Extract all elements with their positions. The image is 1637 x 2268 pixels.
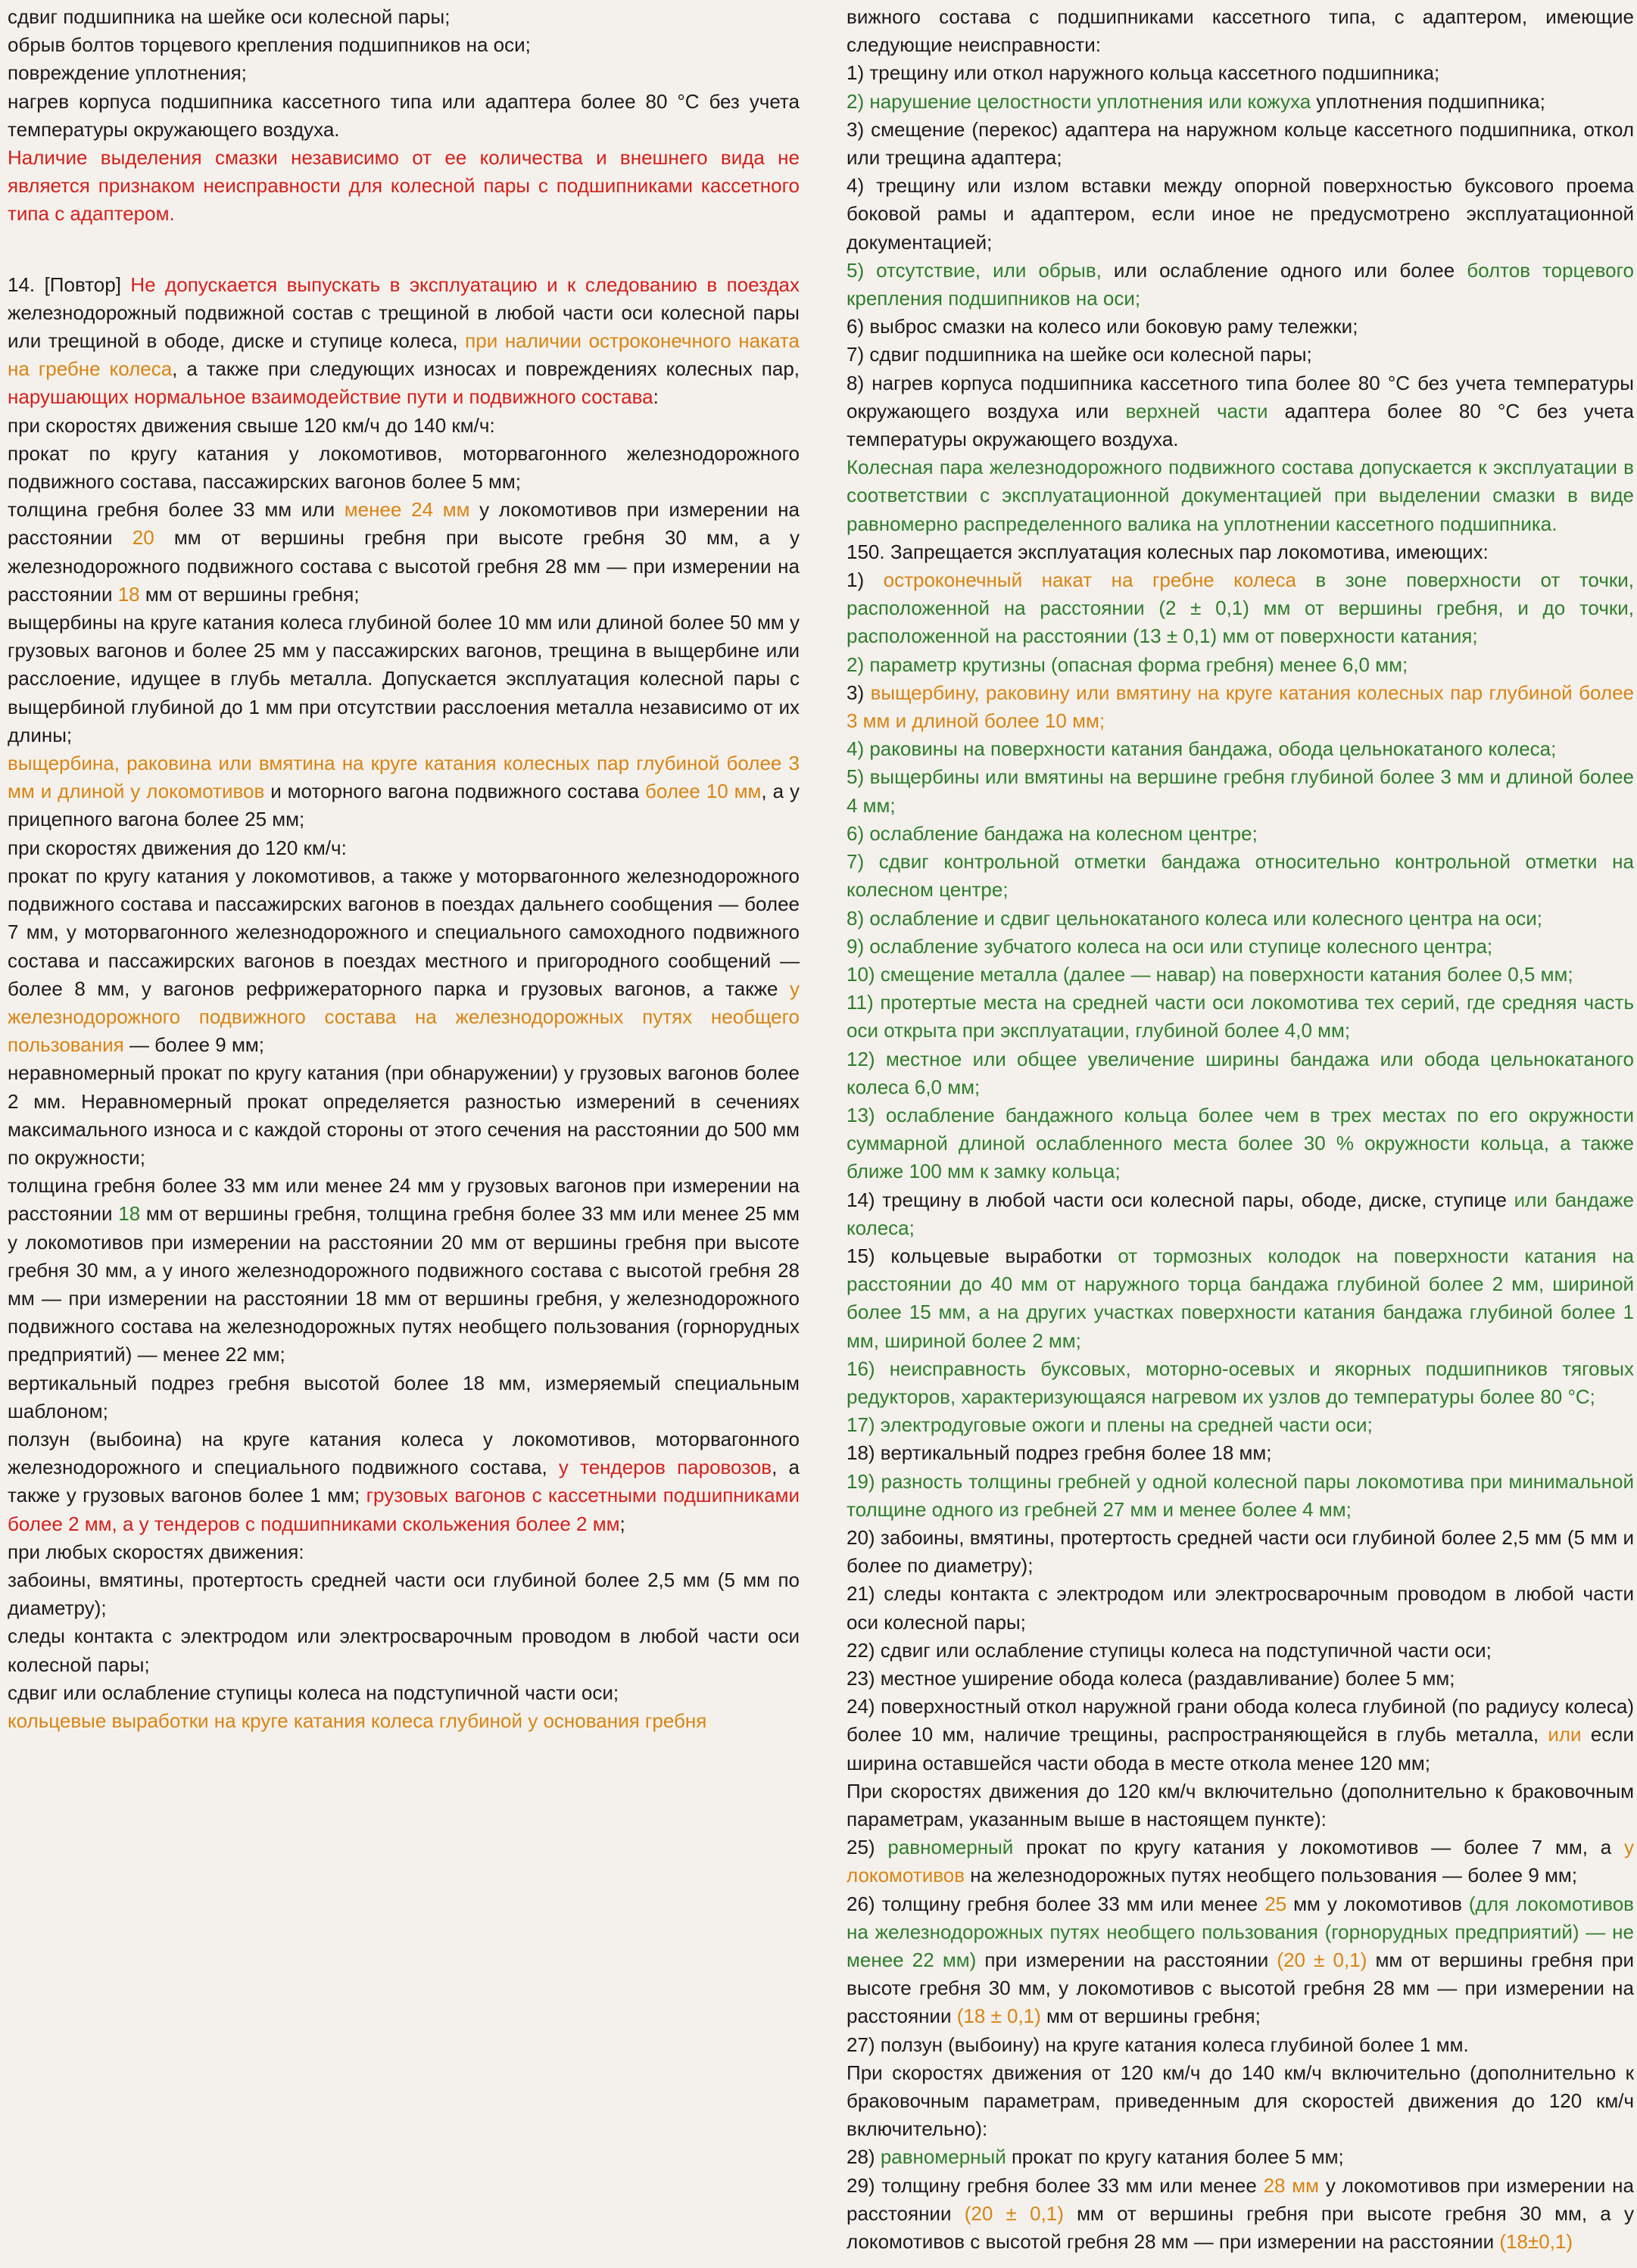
text-run: 25 (1264, 1892, 1287, 1915)
left-paragraph (8, 749, 800, 834)
text-run: толщина гребня более 33 мм или (8, 498, 345, 522)
text-run: 11) протертые места на средней части оси локомотива тех серий, где средняя часть оси открыта при эксплуатации, глубиной более 4,0 мм; (847, 991, 1634, 1042)
right-paragraph (847, 2059, 1634, 2144)
text-run: 20) забоины, вмятины, протертость средней части оси глубиной более 2,5 мм (5 мм и более по диаметру); (847, 1525, 1634, 1578)
left-paragraph (8, 1059, 800, 1172)
right-paragraph (847, 1045, 1634, 1101)
right-paragraph (847, 989, 1634, 1045)
text-run: при любых скоростях движения: (8, 1540, 304, 1563)
text-run: ; (619, 1512, 625, 1535)
right-paragraph (847, 1355, 1634, 1411)
text-run: 16) неисправность буксовых, моторно-осевых и якорных подшипников тяговых редукторов, характеризующаяся нагревом их узлов до температуры более 80 °С; (847, 1357, 1634, 1408)
text-run: — более 9 мм; (123, 1033, 264, 1057)
text-run: если ширина оставшейся части обода в месте откола менее 120 мм; (847, 1723, 1634, 1774)
text-run: у локомотивов при измерении на расстоянии (847, 2173, 1634, 2225)
left-paragraph (8, 144, 800, 229)
text-run: мм от вершины гребня при высоте гребня 30 мм, а у железнодорожного подвижного состава с высотой гребня 28 мм — при измерении на расстоянии (8, 526, 800, 606)
text-run: прокат по кругу катания более 5 мм; (1006, 2145, 1344, 2169)
text-run: верхней части (1125, 399, 1268, 422)
text-run: прокат по кругу катания у локомотивов, а также у моторвагонного железнодорожного подвижного состава и пассажирских вагонов в поездах дальнего сообщения — более 7 мм, у моторвагонного железнодорожного и специального самоходного подвижного состава и пассажирских вагонов в поездах местного и пригородного сообщений — более 8 мм, у вагонов рефрижераторного парка и грузовых вагонов, а также (8, 864, 800, 1000)
right-paragraph (847, 2172, 1634, 2257)
left-paragraph (8, 1425, 800, 1538)
right-paragraph (847, 566, 1634, 651)
text-run: равномерный (880, 2145, 1006, 2169)
text-run: 18) вертикальный подрез гребня более 18 мм; (847, 1441, 1272, 1465)
text-run: 14. [Повтор] (8, 273, 131, 296)
right-paragraph (847, 848, 1634, 904)
text-run: болтов торцевого крепления подшипников на оси; (847, 258, 1634, 310)
text-run: или бандаже колеса; (847, 1188, 1634, 1239)
text-run: толщина гребня более 33 мм или менее 24 мм у грузовых вагонов при измерении на расстоянии (8, 1174, 800, 1226)
text-run: кольцевые выработки на круге катания колеса глубиной у основания гребня (8, 1709, 707, 1732)
text-run: ползун (выбоина) на круге катания колеса у локомотивов, моторвагонного железнодорожного и специального подвижного состава, (8, 1427, 800, 1479)
text-run: более 10 мм (644, 780, 762, 803)
right-paragraph (847, 1186, 1634, 1242)
text-run: адаптера более 80 °С без учета температуры окружающего воздуха. (847, 399, 1634, 451)
right-paragraph (847, 679, 1634, 735)
text-run: 5) выщербины или вмятины на вершине гребня глубиной более 3 мм и длиной более 4 мм; (847, 765, 1634, 817)
text-run: у тендеров паровозов (558, 1456, 772, 1479)
text-run: на железнодорожных путях необщего пользования — более 9 мм; (965, 1864, 1577, 1887)
left-paragraph (8, 834, 800, 862)
right-paragraph (847, 1468, 1634, 1524)
text-run: 2) нарушение целостности уплотнения или кожуха (847, 89, 1311, 113)
left-paragraph (8, 1369, 800, 1425)
right-paragraph (847, 1890, 1634, 2031)
text-run: Колесная пара железнодорожного подвижного состава допускается к эксплуатации в соответствии с эксплуатационной документацией при выделении смазки в виде равномерно распределенного валика на уплотнении кассетного подшипника. (847, 456, 1634, 535)
text-run: мм от вершины гребня при высоте гребня 30 мм, у локомотивов с высотой гребня 28 мм — при измерении на расстоянии (847, 1949, 1634, 2028)
left-paragraph (8, 1679, 800, 1707)
right-paragraph (847, 313, 1634, 341)
text-run: при наличии остроконечного наката на гребне колеса (8, 329, 800, 381)
text-run: неравномерный прокат по кругу катания (при обнаружении) у грузовых вагонов более 2 мм. Неравномерный прокат определяется разностью измерений в сечениях максимального износа и с каждой стороны от этого сечения на расстоянии до 500 мм по окружности; (8, 1061, 800, 1169)
right-paragraph (847, 1411, 1634, 1439)
text-run: 14) трещину в любой части оси колесной пары, ободе, диске, ступице (847, 1188, 1514, 1211)
text-run: , а также при следующих износах и повреждениях колесных пар, (172, 357, 800, 381)
text-run: (18±0,1) (1499, 2230, 1573, 2254)
left-paragraph (8, 3, 800, 31)
right-paragraph (847, 1693, 1634, 1777)
text-run: 22) сдвиг или ослабление ступицы колеса на подступичной части оси; (847, 1638, 1492, 1662)
text-run: 19) разность толщины гребней у одной колесной пары локомотива при минимальной толщине одного из гребней 27 мм и менее более 4 мм; (847, 1469, 1634, 1521)
left-paragraph (8, 496, 800, 609)
left-paragraph (8, 1172, 800, 1369)
text-run: (для локомотивов на железнодорожных путях необщего пользования (горнорудных предприятий) — не менее 22 мм) (847, 1892, 1634, 1972)
text-run: мм от вершины гребня; (139, 582, 360, 606)
right-paragraph (847, 820, 1634, 848)
left-paragraph (8, 59, 800, 87)
text-run: грузовых вагонов с кассетными подшипниками более 2 мм, а у тендеров с подшипниками скольжения более 2 мм (8, 1484, 800, 1535)
text-run: 24) поверхностный откол наружной грани обода колеса глубиной (по радиусу колеса) более 10 мм, наличие трещины, распространяющейся в глубь металла, (847, 1695, 1634, 1746)
text-run: или (1548, 1723, 1582, 1746)
left-paragraph (8, 31, 800, 59)
right-paragraph (847, 1580, 1634, 1636)
right-paragraph (847, 116, 1634, 172)
text-run: выщербины на круге катания колеса глубиной более 10 мм или длиной более 50 мм у грузовых вагонов и более 25 мм у пассажирских вагонов, трещина в выщербине или расслоение, идущее в глубь металла. Допускается эксплуатация колесной пары с выщербиной глубиной до 1 мм при отсутствии расслоения металла независимо от их длины; (8, 611, 800, 746)
text-run: прокат по кругу катания у локомотивов — более 7 мм, а (1013, 1836, 1624, 1859)
text-run: , а у прицепного вагона более 25 мм; (8, 780, 800, 831)
left-paragraph (8, 862, 800, 1059)
right-paragraph (847, 735, 1634, 763)
text-run: 13) ослабление бандажного кольца более чем в трех местах по его окружности суммарной длиной ослабленного места более 30 % окружности кольца, а также ближе 100 мм к замку кольца; (847, 1103, 1634, 1183)
text-run: (20 ± 0,1) (964, 2201, 1064, 2225)
text-run: повреждение уплотнения; (8, 61, 247, 85)
right-paragraph (847, 1524, 1634, 1580)
text-run: обрыв болтов торцевого крепления подшипников на оси; (8, 33, 531, 57)
right-paragraph (847, 1833, 1634, 1889)
text-run: при измерении на расстоянии (976, 1949, 1277, 1972)
left-paragraph (8, 1707, 800, 1735)
text-run: 28 мм (1263, 2173, 1320, 2197)
text-run: мм у локомотивов (1286, 1892, 1469, 1915)
text-run: 27) ползун (выбоину) на круге катания колеса глубиной более 1 мм. (847, 2033, 1469, 2056)
text-run: нарушающих нормальное взаимодействие пути и подвижного состава (8, 385, 653, 409)
right-paragraph (847, 257, 1634, 313)
text-run: (18 ± 0,1) (956, 2005, 1041, 2028)
text-run: 28) (847, 2145, 881, 2169)
text-run: вижного состава с подшипниками кассетного типа, с адаптером, имеющие следующие неисправности: (847, 5, 1634, 57)
text-run: 6) выброс смазки на колесо или боковую раму тележки; (847, 315, 1358, 338)
right-column (847, 3, 1634, 2256)
text-run: у локомотивов при измерении на расстоянии (8, 498, 800, 550)
text-run: 25) (847, 1836, 888, 1859)
text-run: : (653, 385, 659, 409)
right-paragraph (847, 1777, 1634, 1833)
text-run: 15) кольцевые выработки (847, 1244, 1118, 1267)
right-paragraph (847, 1101, 1634, 1186)
text-run: 18 (117, 582, 140, 606)
text-run: мм от вершины гребня при высоте гребня 30 мм, а у локомотивов с высотой гребня 28 мм — при измерении на расстоянии (847, 2201, 1634, 2254)
text-run: выщербина, раковина или вмятина на круге катания колесных пар глубиной более 3 мм и длиной у локомотивов (8, 752, 800, 803)
text-run: 2) параметр крутизны (опасная форма гребня) менее 6,0 мм; (847, 653, 1408, 676)
right-paragraph (847, 1665, 1634, 1693)
text-run: , а также у грузовых вагонов более 1 мм; (8, 1456, 800, 1507)
right-paragraph (847, 1242, 1634, 1355)
text-run: железнодорожный подвижной состав с трещиной в любой части оси колесной пары или трещиной в ободе, диске и ступице колеса, (8, 301, 800, 353)
right-paragraph (847, 2143, 1634, 2171)
left-paragraph (8, 1622, 800, 1678)
text-run: мм от вершины гребня; (1040, 2005, 1261, 2028)
left-paragraph (8, 440, 800, 496)
right-paragraph (847, 172, 1634, 257)
text-run: следы контакта с электродом или электросварочным проводом в любой части оси колесной пары; (8, 1625, 800, 1676)
right-paragraph (847, 763, 1634, 819)
right-paragraph (847, 369, 1634, 454)
right-paragraph (847, 538, 1634, 566)
text-run: 7) сдвиг контрольной отметки бандажа относительно контрольной отметки на колесном центре; (847, 850, 1634, 902)
right-paragraph (847, 3, 1634, 59)
text-run: При скоростях движения от 120 км/ч до 140 км/ч включительно (дополнительно к браковочным параметрам, приведенным для скоростей движения до 120 км/ч включительно): (847, 2061, 1634, 2141)
text-run: 18 (118, 1202, 141, 1226)
text-run: выщербину, раковину или вмятину на круге катания колесных пар глубиной более 3 мм и длиной более 10 мм; (847, 681, 1635, 733)
left-paragraph (8, 609, 800, 749)
text-run: Не допускается выпускать в эксплуатацию и к следованию в поездах (130, 273, 800, 296)
text-run: 6) ослабление бандажа на колесном центре; (847, 821, 1258, 845)
text-run: 12) местное или общее увеличение ширины бандажа или обода цельнокатаного колеса 6,0 мм; (847, 1047, 1634, 1098)
text-run: забоины, вмятины, протертость средней части оси глубиной более 2,5 мм (5 мм по диаметру); (8, 1568, 800, 1620)
text-run: 3) смещение (перекос) адаптера на наружном кольце кассетного подшипника, откол или трещина адаптера; (847, 117, 1634, 170)
text-run: менее 24 мм (344, 498, 470, 522)
right-paragraph (847, 2031, 1634, 2059)
right-paragraph (847, 59, 1634, 87)
text-run: 7) сдвиг подшипника на шейке оси колесной пары; (847, 343, 1312, 366)
text-run: уплотнения подшипника; (1311, 89, 1545, 113)
text-run: мм от вершины гребня, толщина гребня более 33 мм или менее 25 мм у локомотивов при измерении на расстоянии 20 мм от вершины гребня при высоте гребня 30 мм, а у иного железнодорожного подвижного состава с высотой гребня 28 мм — при измерении на расстоянии 18 мм от вершины гребня, у железнодорожного подвижного состава на железнодорожных путях необщего пользования (горнорудных предприятий) — менее 22 мм; (8, 1202, 800, 1366)
text-run: остроконечный накат на гребне колеса (883, 569, 1296, 592)
text-run: 10) смещение металла (далее — навар) на поверхности катания более 0,5 мм; (847, 962, 1573, 986)
right-paragraph (847, 1439, 1634, 1467)
left-paragraph (8, 1538, 800, 1566)
text-run: равномерный (887, 1836, 1014, 1859)
right-paragraph (847, 905, 1634, 933)
left-paragraph (8, 271, 800, 412)
left-column (8, 3, 800, 1735)
text-run: 4) трещину или излом вставки между опорной поверхностью буксового проема боковой рамы и адаптером, если иное не предусмотрено эксплуатационной документацией; (847, 174, 1634, 254)
text-run: Наличие выделения смазки независимо от ее количества и внешнего вида не является признаком неисправности для колесной пары с подшипниками кассетного типа с адаптером. (8, 146, 800, 226)
right-paragraph (847, 88, 1634, 116)
text-run: сдвиг подшипника на шейке оси колесной пары; (8, 5, 451, 28)
text-run: от тормозных колодок на поверхности катания на расстоянии до 40 мм от наружного торца бандажа глубиной более 2 мм, шириной более 15 мм, а на других участках поверхности катания бандажа глубиной более 1 мм, шириной более 2 мм; (847, 1244, 1634, 1352)
left-paragraph (8, 1566, 800, 1622)
right-paragraph (847, 453, 1634, 538)
text-run: 17) электродуговые ожоги и плены на средней части оси; (847, 1413, 1373, 1437)
text-run: в зоне поверхности от точки, расположенной на расстоянии (2 ± 0,1) мм от вершины гребня, и до точки, расположенной на расстоянии (13 ± 0,1) мм от поверхности катания; (847, 569, 1634, 648)
right-paragraph (847, 651, 1634, 679)
text-run: 1) трещину или откол наружного кольца кассетного подшипника; (847, 61, 1440, 85)
text-run: 1) (847, 569, 884, 592)
text-run: 8) нагрев корпуса подшипника кассетного типа более 80 °С без учета температуры окружающего воздуха или (847, 371, 1634, 422)
text-run: 29) толщину гребня более 33 мм или менее (847, 2173, 1264, 2197)
text-run: 5) отсутствие, или обрыв, (847, 258, 1114, 282)
text-run: или ослабление одного или более (1113, 258, 1467, 282)
text-run: 4) раковины на поверхности катания бандажа, обода цельнокатаного колеса; (847, 737, 1557, 761)
text-run: при скоростях движения свыше 120 км/ч до 140 км/ч: (8, 413, 495, 437)
text-run: сдвиг или ослабление ступицы колеса на подступичной части оси; (8, 1681, 619, 1704)
text-run: При скоростях движения до 120 км/ч включительно (дополнительно к браковочным параметрам, указанным выше в настоящем пункте): (847, 1779, 1634, 1830)
text-run: 26) толщину гребня более 33 мм или менее (847, 1892, 1265, 1915)
text-run: при скоростях движения до 120 км/ч: (8, 836, 347, 859)
text-run: вертикальный подрез гребня высотой более 18 мм, измеряемый специальным шаблоном; (8, 1371, 800, 1422)
text-run: и моторного вагона подвижного состава (264, 780, 645, 803)
left-paragraph (8, 88, 800, 144)
text-run: 23) местное уширение обода колеса (раздавливание) более 5 мм; (847, 1666, 1455, 1690)
right-paragraph (847, 933, 1634, 961)
right-paragraph (847, 1637, 1634, 1665)
text-run: нагрев корпуса подшипника кассетного типа или адаптера более 80 °С без учета температуры окружающего воздуха. (8, 89, 800, 141)
text-run: у локомотивов (847, 1836, 1634, 1887)
text-run: 20 (132, 526, 154, 550)
text-run: (20 ± 0,1) (1277, 1949, 1367, 1972)
text-run: у железнодорожного подвижного состава на железнодорожных путях необщего пользования (8, 977, 800, 1057)
right-paragraph (847, 341, 1634, 369)
text-run: 150. Запрещается эксплуатация колесных пар локомотива, имеющих: (847, 540, 1489, 563)
text-run: 21) следы контакта с электродом или электросварочным проводом в любой части оси колесной пары; (847, 1582, 1634, 1634)
text-run: 9) ослабление зубчатого колеса на оси или ступице колесного центра; (847, 934, 1493, 958)
text-run: 8) ослабление и сдвиг цельнокатаного колеса или колесного центра на оси; (847, 906, 1543, 930)
left-paragraph (8, 412, 800, 440)
right-paragraph (847, 961, 1634, 989)
text-run: прокат по кругу катания у локомотивов, моторвагонного железнодорожного подвижного состава, пассажирских вагонов более 5 мм; (8, 441, 800, 494)
text-run: 3) (847, 681, 871, 704)
